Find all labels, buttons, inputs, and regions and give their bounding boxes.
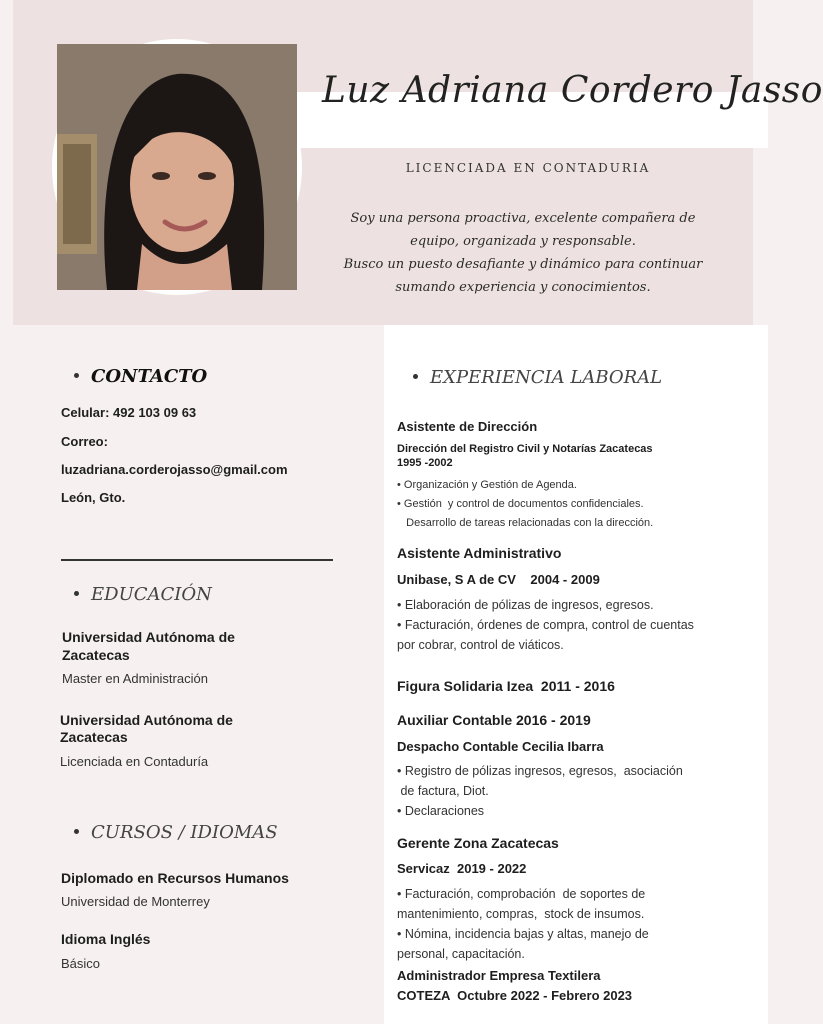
course-name: Diplomado en Recursos Humanos — [61, 870, 289, 886]
job-role: Administrador Empresa Textilera — [397, 968, 601, 983]
education-degree: Master en Administración — [62, 671, 208, 686]
portrait-illustration — [57, 44, 297, 290]
duty-item: de factura, Diot. — [397, 784, 489, 798]
contact-location: León, Gto. — [61, 490, 126, 505]
job-duties — [397, 761, 683, 821]
bullet-dot — [74, 829, 79, 834]
bullet-dot — [413, 374, 418, 379]
job-duties — [397, 595, 694, 655]
profession-title: LICENCIADA EN CONTADURIA — [405, 161, 651, 175]
experience-heading — [413, 367, 662, 388]
bullet-dot — [74, 591, 79, 596]
contact-heading — [74, 366, 207, 387]
education-school: Zacatecas — [60, 729, 128, 745]
duty-item: Desarrollo de tareas relacionadas con la dirección. — [397, 517, 654, 529]
job-role: Asistente Administrativo — [397, 545, 562, 561]
contact-email-label: Correo: — [61, 434, 108, 449]
profile-line: equipo, organizada y responsable. — [410, 234, 636, 249]
contact-heading-text: CONTACTO — [91, 366, 208, 387]
avatar — [57, 44, 297, 290]
profile-line: Busco un puesto desafiante y dinámico para continuar — [343, 257, 703, 272]
job-dates: 1995 -2002 — [397, 457, 453, 469]
course-name: Idioma Inglés — [61, 931, 151, 947]
courses-heading-text: CURSOS / IDIOMAS — [91, 822, 278, 843]
profile-line: Soy una persona proactiva, excelente compañera de — [350, 211, 696, 226]
education-school: Universidad Autónoma de — [62, 629, 235, 645]
job-organization: Servicaz 2019 - 2022 — [397, 861, 527, 876]
duty-item: • Facturación, comprobación de soportes de — [397, 887, 646, 901]
course-detail: Universidad de Monterrey — [61, 894, 210, 909]
duty-item: • Gestión y control de documentos confidenciales. — [397, 498, 644, 510]
education-school: Universidad Autónoma de — [60, 712, 233, 728]
duty-item: • Elaboración de pólizas de ingresos, egresos. — [397, 598, 654, 612]
course-detail: Básico — [61, 956, 101, 971]
education-school: Zacatecas — [62, 647, 130, 663]
job-organization: Unibase, S A de CV 2004 - 2009 — [397, 572, 600, 587]
job-role: Figura Solidaria Izea 2011 - 2016 — [397, 678, 615, 694]
duty-item: • Organización y Gestión de Agenda. — [397, 479, 577, 491]
profile-photo — [52, 39, 302, 295]
duty-item: • Registro de pólizas ingresos, egresos, asociación — [397, 764, 683, 778]
education-heading-text: EDUCACIÓN — [91, 584, 212, 605]
job-organization: Dirección del Registro Civil y Notarías Zacatecas — [397, 443, 653, 455]
duty-item: • Declaraciones — [397, 804, 485, 818]
duty-item: • Nómina, incidencia bajas y altas, manejo de — [397, 927, 649, 941]
contact-email[interactable]: luzadriana.corderojasso@gmail.com — [61, 462, 288, 477]
job-role: Asistente de Dirección — [397, 419, 538, 434]
job-organization: COTEZA Octubre 2022 - Febrero 2023 — [397, 988, 633, 1003]
duty-item: mantenimiento, compras, stock de insumos. — [397, 907, 645, 921]
education-heading — [74, 584, 212, 605]
job-role: Auxiliar Contable 2016 - 2019 — [397, 712, 591, 728]
section-divider — [61, 559, 333, 561]
job-duties — [397, 476, 653, 533]
duty-item: • Facturación, órdenes de compra, control de cuentas — [397, 618, 694, 632]
job-role: Gerente Zona Zacatecas — [397, 835, 559, 851]
bullet-dot — [74, 373, 79, 378]
profile-summary — [328, 207, 718, 299]
contact-phone: Celular: 492 103 09 63 — [61, 405, 197, 420]
profile-line: sumando experiencia y conocimientos. — [395, 280, 651, 295]
education-degree: Licenciada en Contaduría — [60, 754, 209, 769]
duty-item: por cobrar, control de viáticos. — [397, 638, 564, 652]
candidate-name: Luz Adriana Cordero Jasso — [322, 70, 823, 111]
job-organization: Despacho Contable Cecilia Ibarra — [397, 739, 604, 754]
job-duties — [397, 884, 649, 964]
courses-heading — [74, 822, 278, 843]
experience-heading-text: EXPERIENCIA LABORAL — [430, 367, 663, 388]
duty-item: personal, capacitación. — [397, 947, 525, 961]
